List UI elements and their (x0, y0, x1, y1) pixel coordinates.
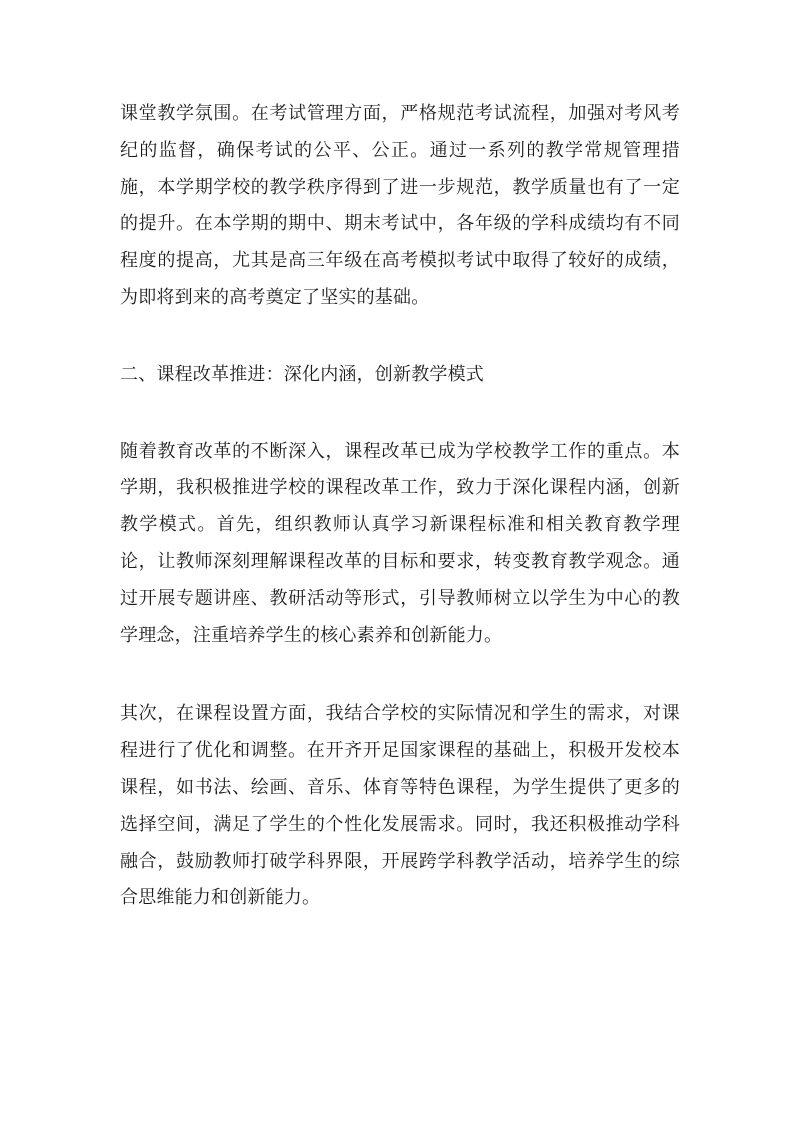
document-page (120, 96, 680, 917)
paragraph-curriculum-reform: 随着教育改革的不断深入，课程改革已成为学校教学工作的重点。本学期，我积极推进学校的课程改革工作，致力于深化课程内涵，创新教学模式。首先，组织教师认真学习新课程标准和相关教育教学理论，让教师深刻理解课程改革的目标和要求，转变教育教学观念。通过开展专题讲座、教研活动等形式，引导教师树立以学生为中心的教学理念，注重培养学生的核心素养和创新能力。 (120, 440, 680, 646)
section-heading-curriculum-reform: 二、课程改革推进：深化内涵，创新教学模式 (120, 363, 484, 385)
paragraph-curriculum-setting: 其次，在课程设置方面，我结合学校的实际情况和学生的需求，对课程进行了优化和调整。在开齐开足国家课程的基础上，积极开发校本课程，如书法、绘画、音乐、体育等特色课程，为学生提供了更多的选择空间，满足了学生的个性化发展需求。同时，我还积极推动学科融合，鼓励教师打破学科界限，开展跨学科教学活动，培养学生的综合思维能力和创新能力。 (120, 703, 680, 909)
paragraph-teaching-management: 课堂教学氛围。在考试管理方面，严格规范考试流程，加强对考风考纪的监督，确保考试的公平、公正。通过一系列的教学常规管理措施，本学期学校的教学秩序得到了进一步规范，教学质量也有了一定的提升。在本学期的期中、期末考试中，各年级的学科成绩均有不同程度的提高，尤其是高三年级在高考模拟考试中取得了较好的成绩，为即将到来的高考奠定了坚实的基础。 (120, 103, 680, 308)
